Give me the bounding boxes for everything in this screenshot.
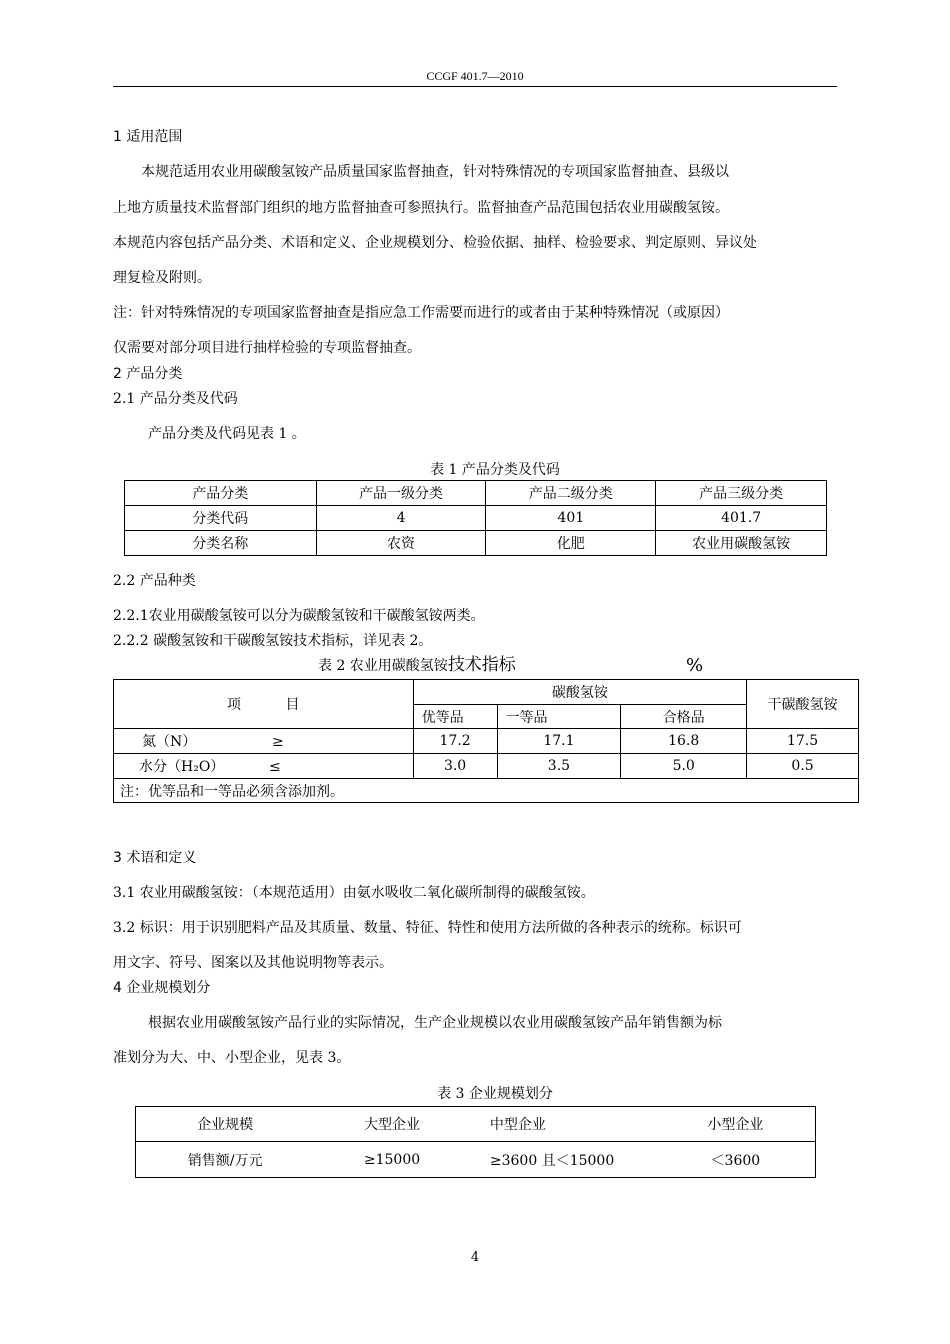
s2-2-1-number: 2.2.1 — [113, 608, 149, 624]
table-2-cell: 17.5 — [747, 729, 859, 754]
table-1-cell: 农业用碳酸氢铵 — [656, 531, 827, 556]
table-2-subheader: 合格品 — [621, 705, 747, 729]
s3-def-1: 3.1 农业用碳酸氢铵：（本规范适用）由氨水吸收二氧化碳所制得的碳酸氢铵。 — [113, 885, 595, 901]
table-2-cell: 16.8 — [621, 729, 747, 754]
table-2-op: ≤ — [269, 759, 281, 775]
table-2-cell: 17.1 — [497, 729, 621, 754]
table-1 — [124, 480, 827, 556]
table-3-caption: 表 3 企业规模划分 — [437, 1086, 553, 1102]
s1-note-line-1: 注：针对特殊情况的专项国家监督抽查是指应急工作需要而进行的或者由于某种特殊情况（或原因） — [113, 305, 729, 321]
table-2-item: 水分（H₂O） — [139, 759, 225, 775]
table-1-cell: 产品二级分类 — [486, 481, 656, 506]
section-3-title: 3 术语和定义 — [113, 850, 197, 866]
table-2-cell: 3.5 — [497, 754, 621, 779]
table-2-row — [114, 754, 859, 779]
table-2-caption-a: 表 2 农业用碳酸氢铵 — [318, 658, 448, 674]
s1-para-line-3: 本规范内容包括产品分类、术语和定义、企业规模划分、检验依据、抽样、检验要求、判定原则、异议处 — [113, 235, 757, 251]
page-number: 4 — [470, 1250, 480, 1265]
table-2-subheader: 优等品 — [413, 705, 497, 729]
table-2-op: ≥ — [272, 734, 284, 750]
table-1-row — [125, 531, 827, 556]
table-3-cell: 小型企业 — [656, 1107, 816, 1142]
s3-def-2-line-1: 3.2 标识：用于识别肥料产品及其质量、数量、特征、特性和使用方法所做的各种表示的统称。标识可 — [113, 920, 742, 936]
table-2-item-header: 项 目 — [114, 680, 414, 729]
table-1-cell: 产品三级分类 — [656, 481, 827, 506]
table-2-cell: 5.0 — [621, 754, 747, 779]
running-header: CCGF 401.7—2010 — [426, 69, 524, 83]
table-1-cell: 401.7 — [656, 506, 827, 531]
table-3-cell: ＜3600 — [656, 1142, 816, 1178]
table-2-note-row — [114, 779, 859, 803]
table-3-cell: 企业规模 — [136, 1107, 315, 1142]
table-1-row — [125, 481, 827, 506]
table-1-cell: 产品分类 — [125, 481, 317, 506]
table-1-cell: 化肥 — [486, 531, 656, 556]
s3-def-2-line-2: 用文字、符号、图案以及其他说明物等表示。 — [113, 955, 393, 971]
table-2-item-cell — [114, 729, 414, 754]
s1-para-line-2: 上地方质量技术监督部门组织的地方监督抽查可参照执行。监督抽查产品范围包括农业用碳酸氢铵。 — [113, 200, 729, 216]
table-2-caption-b: 技术指标 — [447, 655, 516, 675]
table-2-group-header: 碳酸氢铵 — [413, 680, 746, 705]
table-1-caption: 表 1 产品分类及代码 — [430, 462, 560, 478]
table-2 — [113, 679, 859, 803]
table-3-cell: 大型企业 — [314, 1107, 470, 1142]
table-1-cell: 农资 — [316, 531, 486, 556]
table-2-dry-header: 干碳酸氢铵 — [747, 680, 859, 729]
table-3-cell: 中型企业 — [470, 1107, 656, 1142]
s1-para-line-4: 理复检及附则。 — [113, 270, 211, 286]
section-4-title: 4 企业规模划分 — [113, 980, 211, 996]
s1-note-line-2: 仅需要对部分项目进行抽样检验的专项监督抽查。 — [113, 340, 421, 356]
table-1-row — [125, 506, 827, 531]
table-2-item: 氮（N） — [142, 734, 197, 750]
table-2-cell: 0.5 — [747, 754, 859, 779]
table-2-subheader: 一等品 — [497, 705, 621, 729]
table-3-cell: ≥15000 — [314, 1142, 470, 1178]
table-3-row — [136, 1142, 816, 1178]
section-1-title: 1 适用范围 — [113, 129, 183, 145]
table-2-cell: 3.0 — [413, 754, 497, 779]
table-1-cell: 401 — [486, 506, 656, 531]
s2-1-title: 2.1 产品分类及代码 — [113, 391, 238, 407]
s2-2-title: 2.2 产品种类 — [113, 573, 196, 589]
s2-2-1-text: 农业用碳酸氢铵可以分为碳酸氢铵和干碳酸氢铵两类。 — [148, 608, 485, 624]
table-2-header-row — [114, 680, 859, 705]
header-rule — [113, 86, 837, 87]
s2-2-2-text: 2.2.2 碳酸氢铵和干碳酸氢铵技术指标，详见表 2。 — [113, 633, 433, 649]
table-3-header-row — [136, 1107, 816, 1142]
table-2-item-cell — [114, 754, 414, 779]
table-1-cell: 分类代码 — [125, 506, 317, 531]
s2-2-1-line — [113, 607, 485, 625]
table-2-unit: % — [686, 655, 704, 676]
table-2-note: 注：优等品和一等品必须含添加剂。 — [114, 779, 859, 803]
section-2-title: 2 产品分类 — [113, 366, 183, 382]
table-3-cell: 销售额/万元 — [136, 1142, 315, 1178]
table-1-cell: 分类名称 — [125, 531, 317, 556]
s1-para-line-1: 本规范适用农业用碳酸氢铵产品质量国家监督抽查，针对特殊情况的专项国家监督抽查、县级以 — [141, 164, 729, 180]
table-1-cell: 产品一级分类 — [316, 481, 486, 506]
s4-para-line-2: 准划分为大、中、小型企业，见表 3。 — [113, 1050, 351, 1066]
s2-1-text: 产品分类及代码见表 1 。 — [148, 426, 306, 442]
table-3-cell: ≥3600 且＜15000 — [470, 1142, 656, 1178]
s4-para-line-1: 根据农业用碳酸氢铵产品行业的实际情况，生产企业规模以农业用碳酸氢铵产品年销售额为标 — [148, 1015, 722, 1031]
table-2-caption — [318, 656, 516, 675]
table-2-row — [114, 729, 859, 754]
table-1-cell: 4 — [316, 506, 486, 531]
table-3 — [135, 1106, 816, 1178]
table-2-cell: 17.2 — [413, 729, 497, 754]
